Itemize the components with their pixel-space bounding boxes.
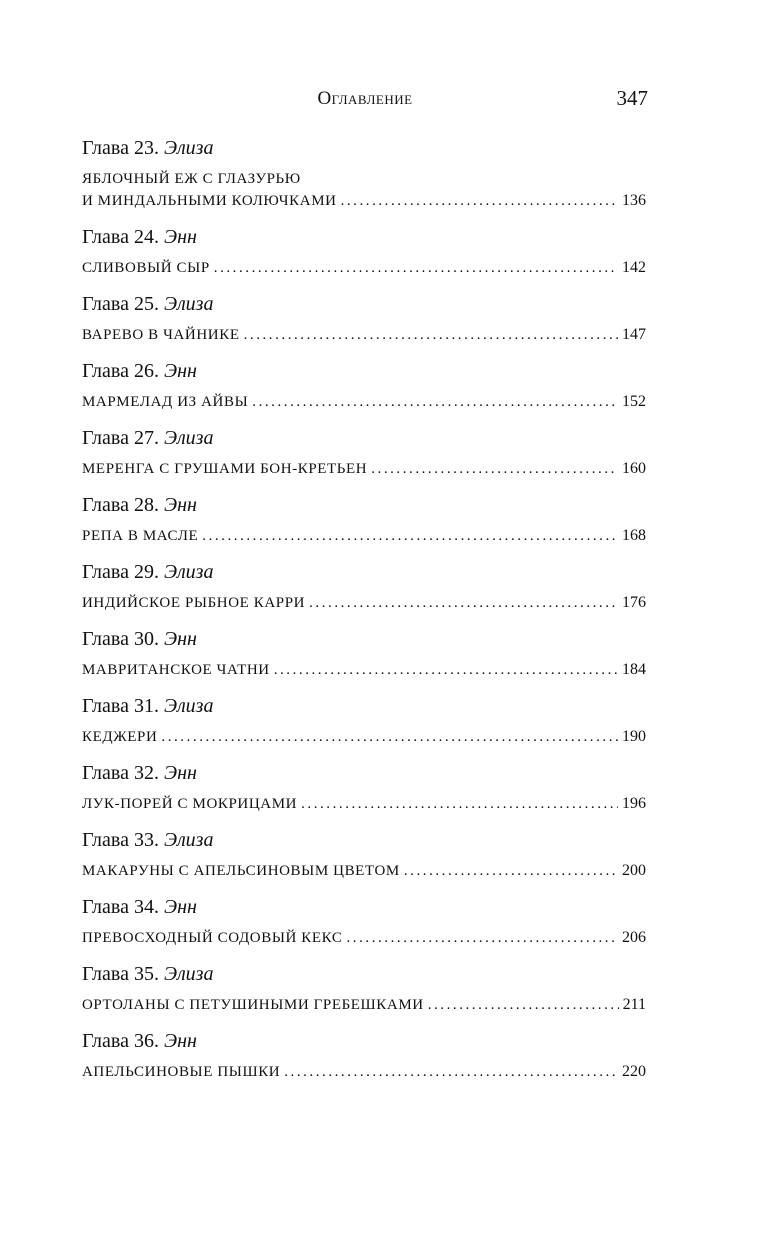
chapter-heading	[82, 290, 646, 318]
recipe-page-number: 168	[622, 527, 646, 544]
recipe-title: ВАРЕВО В ЧАЙНИКЕ	[82, 327, 240, 343]
dot-leader	[252, 391, 618, 413]
recipe-title: МАРМЕЛАД ИЗ АЙВЫ	[82, 394, 249, 410]
chapter-narrator: Элиза	[163, 427, 214, 449]
chapter-narrator: Энн	[163, 896, 197, 918]
recipe-title: КЕДЖЕРИ	[82, 729, 158, 745]
recipe-page-number: 220	[622, 1063, 646, 1080]
recipe-page-number: 147	[622, 326, 646, 343]
dot-leader	[347, 927, 619, 949]
chapter-narrator: Элиза	[163, 963, 214, 985]
chapter-narrator: Элиза	[163, 695, 214, 717]
toc-entry	[82, 357, 646, 413]
recipe-title: АПЕЛЬСИНОВЫЕ ПЫШКИ	[82, 1064, 281, 1080]
chapter-label: Глава 31.	[82, 695, 159, 717]
recipe-page-number: 136	[622, 192, 646, 209]
chapter-label: Глава 28.	[82, 494, 159, 516]
chapter-heading	[82, 357, 646, 385]
dot-leader	[214, 257, 618, 279]
chapter-heading	[82, 558, 646, 586]
running-title: Оглавление	[317, 88, 413, 109]
recipe-line	[82, 324, 646, 346]
chapter-narrator: Элиза	[163, 829, 214, 851]
dot-leader	[202, 525, 618, 547]
recipe-line	[82, 659, 646, 681]
recipe-line	[82, 793, 646, 815]
chapter-narrator: Энн	[163, 1030, 197, 1052]
recipe-title: МАКАРУНЫ С АПЕЛЬСИНОВЫМ ЦВЕТОМ	[82, 863, 400, 879]
toc-entry	[82, 960, 646, 1016]
toc-entry	[82, 290, 646, 346]
page-number: 347	[616, 86, 648, 110]
chapter-heading	[82, 1027, 646, 1055]
chapter-heading	[82, 893, 646, 921]
recipe-page-number: 200	[622, 862, 646, 879]
chapter-label: Глава 34.	[82, 896, 159, 918]
toc-entry	[82, 424, 646, 480]
toc-entry	[82, 893, 646, 949]
chapter-label: Глава 36.	[82, 1030, 159, 1052]
toc-entry	[82, 759, 646, 815]
dot-leader	[161, 726, 618, 748]
recipe-title: ОРТОЛАНЫ С ПЕТУШИНЫМИ ГРЕБЕШКАМИ	[82, 997, 424, 1013]
recipe-title: СЛИВОВЫЙ СЫР	[82, 260, 210, 276]
chapter-label: Глава 32.	[82, 762, 159, 784]
recipe-line	[82, 190, 646, 212]
recipe-line	[82, 994, 646, 1016]
dot-leader	[244, 324, 618, 346]
recipe-title: И МИНДАЛЬНЫМИ КОЛЮЧКАМИ	[82, 193, 337, 209]
chapter-heading	[82, 223, 646, 251]
recipe-line	[82, 525, 646, 547]
dot-leader	[371, 458, 618, 480]
chapter-heading	[82, 759, 646, 787]
recipe-line	[82, 927, 646, 949]
recipe-line	[82, 257, 646, 279]
running-head	[82, 86, 648, 116]
recipe-title: МЕРЕНГА С ГРУШАМИ БОН-КРЕТЬЕН	[82, 461, 368, 477]
chapter-label: Глава 26.	[82, 360, 159, 382]
chapter-narrator: Элиза	[163, 561, 214, 583]
toc-entry	[82, 134, 646, 212]
recipe-page-number: 196	[622, 795, 646, 812]
recipe-page-number: 190	[622, 728, 646, 745]
recipe-line	[82, 391, 646, 413]
dot-leader	[404, 860, 618, 882]
chapter-label: Глава 30.	[82, 628, 159, 650]
recipe-page-number: 152	[622, 393, 646, 410]
dot-leader	[428, 994, 619, 1016]
recipe-line	[82, 726, 646, 748]
recipe-page-number: 176	[622, 594, 646, 611]
dot-leader	[284, 1061, 618, 1083]
toc-entry	[82, 1027, 646, 1083]
chapter-narrator: Энн	[163, 360, 197, 382]
recipe-title-line: ЯБЛОЧНЫЙ ЕЖ С ГЛАЗУРЬЮ	[82, 171, 301, 187]
chapter-narrator: Энн	[163, 226, 197, 248]
recipe-line	[82, 1061, 646, 1083]
chapter-heading	[82, 424, 646, 452]
chapter-label: Глава 29.	[82, 561, 159, 583]
chapter-heading	[82, 491, 646, 519]
recipe-title: ИНДИЙСКОЕ РЫБНОЕ КАРРИ	[82, 595, 306, 611]
chapter-label: Глава 27.	[82, 427, 159, 449]
chapter-narrator: Энн	[163, 762, 197, 784]
recipe-title: ПРЕВОСХОДНЫЙ СОДОВЫЙ КЕКС	[82, 930, 343, 946]
recipe-line	[82, 860, 646, 882]
chapter-heading	[82, 625, 646, 653]
recipe-page-number: 211	[622, 996, 646, 1013]
chapter-heading	[82, 960, 646, 988]
toc-entry	[82, 692, 646, 748]
table-of-contents	[82, 134, 646, 1094]
recipe-page-number: 206	[622, 929, 646, 946]
chapter-label: Глава 33.	[82, 829, 159, 851]
recipe-title: ЛУК-ПОРЕЙ С МОКРИЦАМИ	[82, 796, 298, 812]
recipe-page-number: 160	[622, 460, 646, 477]
chapter-narrator: Элиза	[163, 137, 214, 159]
toc-entry	[82, 625, 646, 681]
toc-entry	[82, 491, 646, 547]
toc-entry	[82, 223, 646, 279]
dot-leader	[274, 659, 618, 681]
dot-leader	[341, 190, 618, 212]
recipe-title: МАВРИТАНСКОЕ ЧАТНИ	[82, 662, 270, 678]
chapter-narrator: Элиза	[163, 293, 214, 315]
recipe-page-number: 184	[622, 661, 646, 678]
dot-leader	[301, 793, 618, 815]
chapter-label: Глава 24.	[82, 226, 159, 248]
chapter-heading	[82, 134, 646, 162]
chapter-narrator: Энн	[163, 628, 197, 650]
chapter-label: Глава 23.	[82, 137, 159, 159]
recipe-page-number: 142	[622, 259, 646, 276]
dot-leader	[309, 592, 618, 614]
recipe-line	[82, 458, 646, 480]
recipe-line	[82, 592, 646, 614]
chapter-narrator: Энн	[163, 494, 197, 516]
chapter-heading	[82, 692, 646, 720]
recipe-title: РЕПА В МАСЛЕ	[82, 528, 199, 544]
chapter-heading	[82, 826, 646, 854]
chapter-label: Глава 35.	[82, 963, 159, 985]
toc-entry	[82, 558, 646, 614]
chapter-label: Глава 25.	[82, 293, 159, 315]
toc-entry	[82, 826, 646, 882]
